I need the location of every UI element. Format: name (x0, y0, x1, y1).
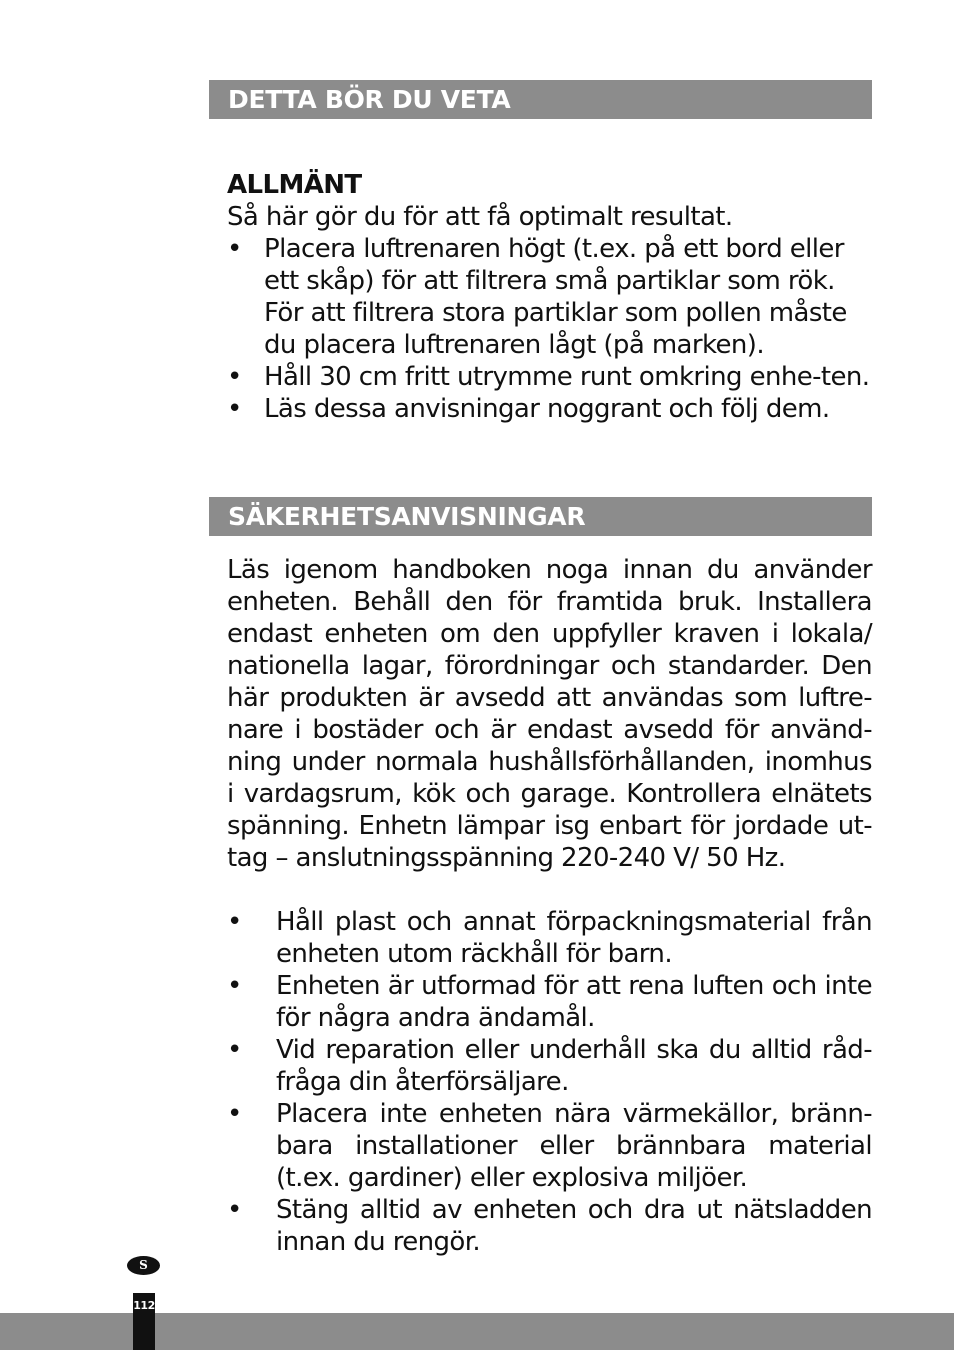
section-title-sakerhetsanvisningar: SÄKERHETSANVISNINGAR (209, 497, 872, 536)
bullet-icon: • (227, 234, 242, 264)
list-item (227, 970, 872, 1034)
language-badge: S (127, 1256, 160, 1275)
list-item-text: Håll plast och annat förpackningsmaterial från enheten utom räckhåll för barn. (276, 907, 872, 969)
list-item-text: Läs dessa anvisningar noggrant och följ dem. (264, 394, 830, 424)
list-item (227, 906, 872, 970)
bullet-icon: • (227, 907, 242, 937)
list-item (227, 361, 872, 393)
section1-content (227, 169, 872, 425)
section-title-detta-bor-du-veta: DETTA BÖR DU VETA (209, 80, 872, 119)
list-item (227, 1098, 872, 1194)
bullet-icon: • (227, 394, 242, 424)
list-item (227, 1194, 872, 1258)
general-list (227, 233, 872, 425)
list-item (227, 1034, 872, 1098)
list-item-text: Stäng alltid av enheten och dra ut nätsladden innan du rengör. (276, 1195, 872, 1257)
list-item (227, 393, 872, 425)
list-item-text: Enheten är utformad för att rena luften och inte för några andra ändamål. (276, 971, 872, 1033)
intro-text: Så här gör du för att få optimalt resultat. (227, 202, 733, 232)
bullet-icon: • (227, 971, 242, 1001)
bullet-icon: • (227, 1035, 242, 1065)
safety-list (227, 906, 872, 1258)
bullet-icon: • (227, 362, 242, 392)
list-item-text: Håll 30 cm fritt utrymme runt omkring enhe-ten. (264, 362, 870, 392)
list-item-text: Vid reparation eller underhåll ska du alltid råd-fråga din återförsäljare. (276, 1035, 872, 1097)
heading-allmant: ALLMÄNT (227, 170, 362, 200)
section2-content (227, 554, 872, 1258)
list-item-text: Placera luftrenaren högt (t.ex. på ett bord eller ett skåp) för att filtrera små partiklar som rök. För att filtrera stora partiklar som pollen måste du placera luftrenaren lågt (på marken). (264, 234, 847, 360)
page-number: 112 (133, 1293, 155, 1350)
bullet-icon: • (227, 1099, 242, 1129)
safety-paragraph: Läs igenom handboken noga innan du använder enheten. Behåll den för framtida bruk. Installera endast enheten om den uppfyller kraven i lokala/ nationella lagar, förordningar och standarder. Den här produkten är avsedd att användas som luftre-nare i bostäder och är endast avsedd för använd-ning under normala hushållsförhållanden, inomhus i vardagsrum, kök och garage. Kontrollera elnätets spänning. Enhetn lämpar isg enbart för jordade ut-tag – anslutningsspänning 220-240 V/ 50 Hz. (227, 555, 872, 873)
list-item (227, 233, 872, 361)
list-item-text: Placera inte enheten nära värmekällor, bränn-bara installationer eller brännbara material (t.ex. gardiner) eller explosiva miljöer. (276, 1099, 872, 1193)
bullet-icon: • (227, 1195, 242, 1225)
